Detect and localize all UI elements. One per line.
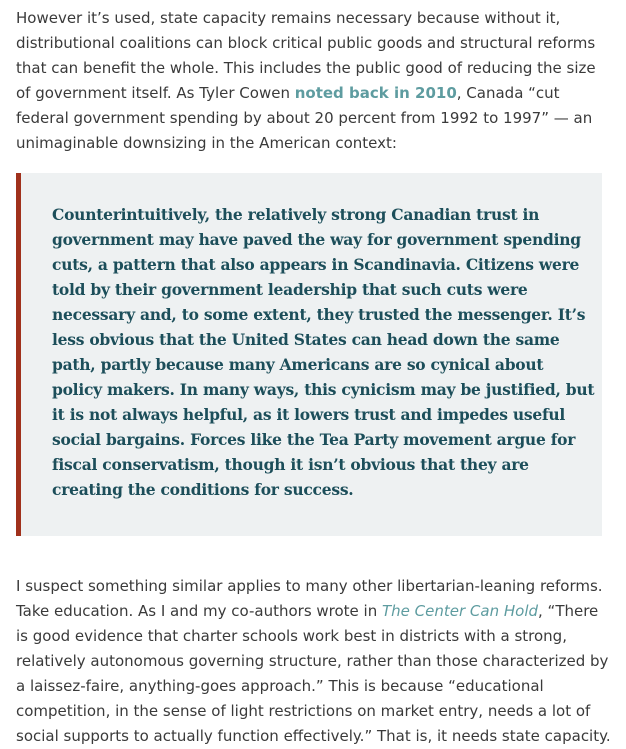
paragraph-text: , Canada “cut federal government spending by about 20 percent from 1992 to 1997” — an unimaginable downsizing in the American context: xyxy=(16,84,593,152)
paragraph-state-capacity xyxy=(16,6,612,156)
noted-back-in-2010-link[interactable]: noted back in 2010 xyxy=(294,84,457,102)
paragraph-text: However it’s used, state capacity remains necessary because without it, distributional coalitions can block critical public goods and structural reforms that can benefit the whole. This includes the public good of reducing the size of government itself. As Tyler Cowen xyxy=(16,9,596,102)
blockquote-text: Counterintuitively, the relatively strong Canadian trust in government may have paved the way for government spending cuts, a pattern that also appears in Scandinavia. Citizens were told by their government leadership that such cuts were necessary and, to some extent, they trusted the messenger. It’s less obvious that the United States can head down the same path, partly because many Americans are so cynical about policy makers. In many ways, this cynicism may be justified, but it is not always helpful, as it lowers trust and impedes useful social bargains. Forces like the Tea Party movement argue for fiscal conservatism, though it isn’t obvious that they are creating the conditions for success. xyxy=(52,205,595,499)
blockquote xyxy=(16,173,602,536)
article-body xyxy=(16,6,612,749)
the-center-can-hold-link[interactable]: The Center Can Hold xyxy=(382,602,539,620)
paragraph-text: , “There is good evidence that charter schools work best in districts with a strong, relatively autonomous governing structure, rather than those characterized by a laissez-faire, anything-goes approach.” This is because “educational competition, in the sense of light restrictions on market entry, needs a lot of social supports to actually function effectively.” That is, it needs state capacity. xyxy=(16,602,611,745)
paragraph-libertarian-reforms xyxy=(16,574,612,749)
paragraph-text: I suspect something similar applies to many other libertarian-leaning reforms. Take education. As I and my co-authors wrote in xyxy=(16,577,603,620)
